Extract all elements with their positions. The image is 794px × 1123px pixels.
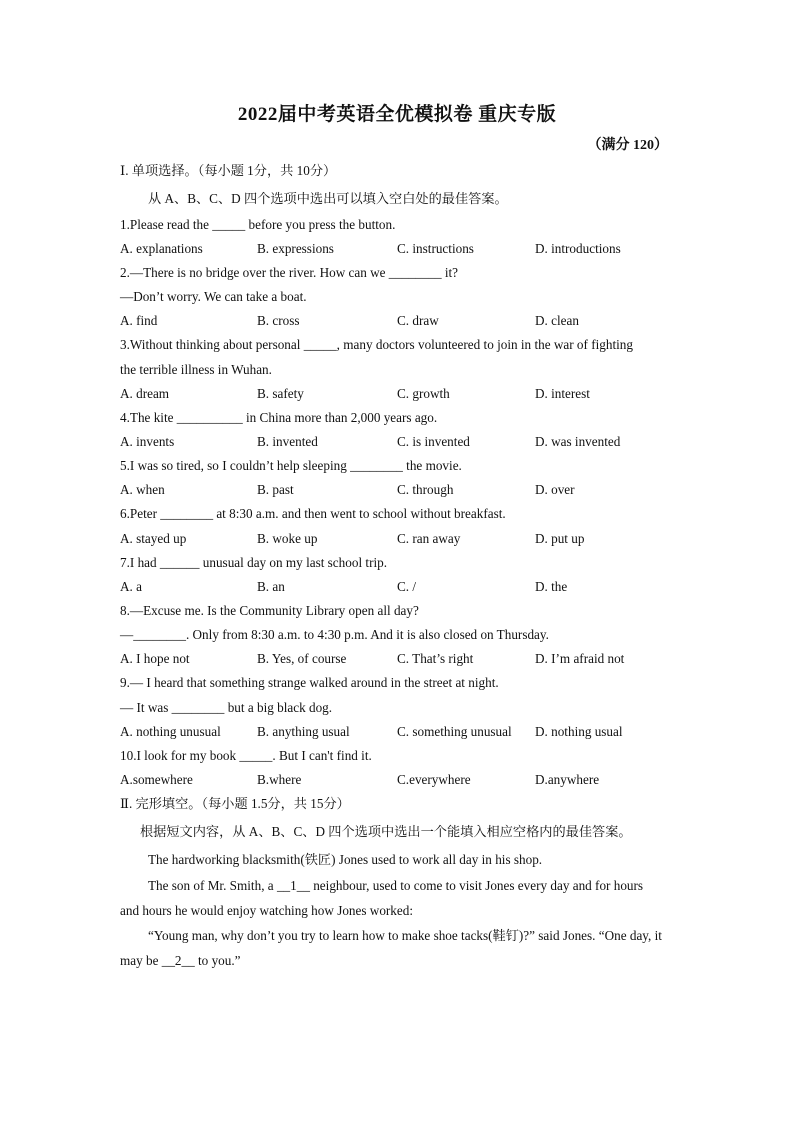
option-c: C. That’s right (397, 651, 474, 666)
option-c: C. instructions (397, 241, 474, 256)
option-a: A. stayed up (120, 531, 187, 546)
option-a: A. nothing unusual (120, 724, 221, 739)
question-9-stem: 9.— I heard that something strange walked around in the street at night. (120, 675, 499, 690)
option-b: B.where (257, 772, 302, 787)
passage-paragraph-1: The hardworking blacksmith(铁匠) Jones used to work all day in his shop. (148, 852, 543, 867)
option-b: B. past (257, 482, 294, 497)
option-c: C. something unusual (397, 724, 512, 739)
option-c: C. through (397, 482, 454, 497)
option-a: A.somewhere (120, 772, 193, 787)
question-7-stem: 7.I had ______ unusual day on my last school trip. (120, 555, 388, 570)
option-a: A. invents (120, 434, 175, 449)
option-b: B. woke up (257, 531, 318, 546)
option-a: A. a (120, 579, 142, 594)
option-a: A. when (120, 482, 165, 497)
option-d: D. interest (535, 386, 590, 401)
full-score-label: （满分 120） (587, 138, 668, 153)
option-d: D. was invented (535, 434, 621, 449)
option-b: B. anything usual (257, 724, 350, 739)
option-c: C.everywhere (397, 772, 471, 787)
option-b: B. invented (257, 434, 318, 449)
question-5-stem: 5.I was so tired, so I couldn’t help sleeping ________ the movie. (120, 458, 462, 473)
option-d: D. I’m afraid not (535, 651, 625, 666)
option-c: C. growth (397, 386, 450, 401)
question-2-stem: 2.—There is no bridge over the river. How can we ________ it? (120, 265, 459, 280)
question-8-stem: 8.—Excuse me. Is the Community Library open all day? (120, 603, 419, 618)
option-d: D.anywhere (535, 772, 600, 787)
question-2-stem-line2: —Don’t worry. We can take a boat. (120, 289, 307, 304)
option-b: B. cross (257, 313, 300, 328)
option-d: D. the (535, 579, 568, 594)
question-4-stem: 4.The kite __________ in China more than 2,000 years ago. (120, 410, 438, 425)
option-d: D. clean (535, 313, 579, 328)
option-b: B. an (257, 579, 285, 594)
question-9-stem-line2: — It was ________ but a big black dog. (120, 700, 333, 715)
option-c: C. ran away (397, 531, 461, 546)
option-c: C. draw (397, 313, 439, 328)
option-a: A. I hope not (120, 651, 190, 666)
option-d: D. nothing usual (535, 724, 623, 739)
option-d: D. put up (535, 531, 585, 546)
option-c: C. is invented (397, 434, 470, 449)
page-title: 2022届中考英语全优模拟卷 重庆专版 (237, 104, 557, 125)
option-d: D. over (535, 482, 575, 497)
section1-heading: Ⅰ. 单项选择。（每小题 1分，共 10分） (120, 163, 337, 178)
question-3-stem: 3.Without thinking about personal _____, many doctors volunteered to join in the war of fighting (120, 337, 633, 352)
question-10-stem: 10.I look for my book _____. But I can't find it. (120, 748, 372, 763)
option-b: B. expressions (257, 241, 334, 256)
section1-instruction: 从 A、B、C、D 四个选项中选出可以填入空白处的最佳答案。 (148, 191, 508, 206)
option-a: A. dream (120, 386, 170, 401)
question-1-stem: 1.Please read the _____ before you press the button. (120, 217, 396, 232)
section2-heading: Ⅱ. 完形填空。（每小题 1.5分，共 15分） (120, 796, 350, 811)
option-c: C. / (397, 579, 417, 594)
question-3-stem-line2: the terrible illness in Wuhan. (120, 362, 272, 377)
section2-instruction: 根据短文内容，从 A、B、C、D 四个选项中选出一个能填入相应空格内的最佳答案。 (140, 824, 632, 839)
option-a: A. explanations (120, 241, 203, 256)
option-a: A. find (120, 313, 158, 328)
question-6-stem: 6.Peter ________ at 8:30 a.m. and then went to school without breakfast. (120, 506, 506, 521)
question-8-stem-line2: —________. Only from 8:30 a.m. to 4:30 p.m. And it is also closed on Thursday. (120, 627, 549, 642)
option-d: D. introductions (535, 241, 621, 256)
option-b: B. safety (257, 386, 304, 401)
passage-paragraph-2: The son of Mr. Smith, a __1__ neighbour, used to come to visit Jones every day and for hours and hours he would enjoy watching how Jones worked: (120, 878, 644, 918)
option-b: B. Yes, of course (257, 651, 347, 666)
passage-paragraph-3: “Young man, why don’t you try to learn how to make shoe tacks(鞋钉)?” said Jones. “One day, it may be __2__ to you.” (120, 928, 662, 968)
